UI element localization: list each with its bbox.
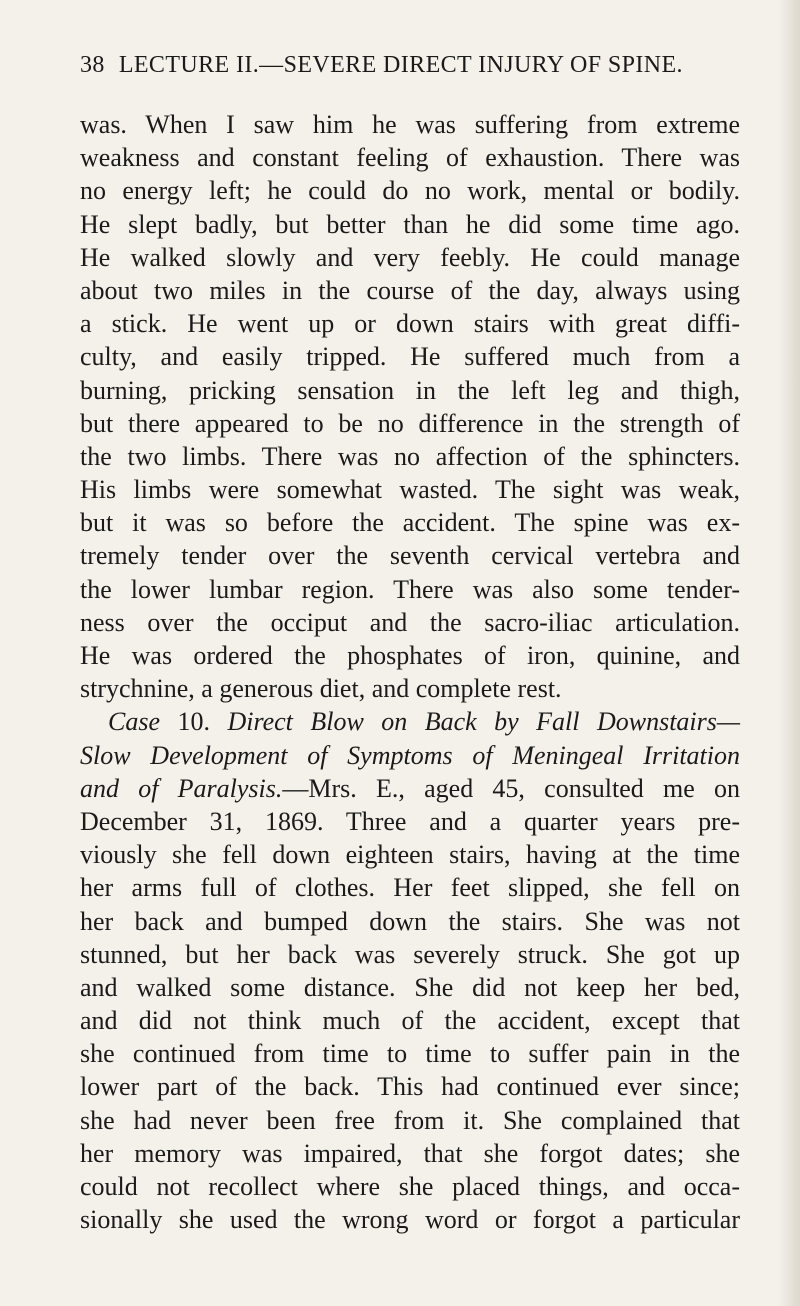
body-text — [80, 108, 740, 1236]
text-line: weakness and constant feeling of exhaustion. There was — [80, 143, 740, 173]
text-line: but there appeared to be no difference in the strength of — [80, 408, 740, 438]
text-line: and did not think much of the accident, except that — [80, 1006, 740, 1036]
text-line: her arms full of clothes. Her feet slipped, she fell on — [80, 873, 740, 903]
running-title: LECTURE II.—SEVERE DIRECT INJURY OF SPINE. — [118, 52, 683, 78]
text-line: ness over the occiput and the sacro-iliac articulation. — [80, 607, 740, 637]
text-line: He walked slowly and very feebly. He could manage — [80, 242, 740, 272]
text-line: a stick. He went up or down stairs with great diffi- — [80, 309, 740, 339]
text-line: her memory was impaired, that she forgot dates; she — [80, 1138, 740, 1168]
running-head — [80, 52, 720, 79]
text-line: could not recollect where she placed things, and occa- — [80, 1172, 740, 1201]
text-line: her back and bumped down the stairs. She was not — [80, 906, 740, 936]
text-line: viously she fell down eighteen stairs, having at the time — [80, 840, 740, 870]
text-line: He was ordered the phosphates of iron, quinine, and — [80, 641, 740, 670]
text-line: about two miles in the course of the day, always using — [80, 275, 740, 305]
case-heading-line-3 — [80, 772, 740, 805]
text-line: no energy left; he could do no work, mental or bodily. — [80, 176, 740, 206]
text-line: stunned, but her back was severely struck. She got up — [80, 939, 740, 969]
page-number: 38 — [80, 52, 105, 78]
text-line: His limbs were somewhat wasted. The sight was weak, — [80, 475, 740, 505]
text-line: the lower lumbar region. There was also some tender- — [80, 574, 740, 604]
case-number: 10. — [177, 707, 210, 737]
text-line: she had never been free from it. She complained that — [80, 1105, 740, 1135]
text-line: He slept badly, but better than he did some time ago. — [80, 209, 740, 239]
text-line: strychnine, a generous diet, and complete rest. — [80, 674, 562, 704]
case-intro: —Mrs. E., aged 45, consulted me on — [282, 773, 741, 803]
text-line: was. When I saw him he was suffering from extreme — [80, 110, 740, 139]
case-title-part-1: Direct Blow on Back by Fall Downstairs— — [227, 707, 740, 737]
text-line: she continued from time to time to suffer pain in the — [80, 1039, 740, 1069]
case-label: Case — [108, 707, 160, 737]
text-line: sionally she used the wrong word or forgot a particular — [80, 1205, 740, 1235]
text-line: but it was so before the accident. The spine was ex- — [80, 508, 740, 538]
case-heading-line-1 — [80, 705, 740, 738]
text-line: burning, pricking sensation in the left leg and thigh, — [80, 375, 740, 405]
text-line: and walked some distance. She did not keep her bed, — [80, 972, 740, 1002]
text-line: the two limbs. There was no affection of the sphincters. — [80, 441, 740, 471]
text-line: lower part of the back. This had continued ever since; — [80, 1072, 740, 1102]
case-heading-line-2 — [80, 739, 740, 772]
text-line: tremely tender over the seventh cervical vertebra and — [80, 541, 740, 571]
case-title-part-2: Slow Development of Symptoms of Meningeal Irritation — [80, 740, 740, 770]
case-title-part-3: and of Paralysis. — [80, 773, 283, 803]
page-edge-shadow — [778, 0, 800, 1306]
text-line: culty, and easily tripped. He suffered much from a — [80, 342, 740, 372]
text-line: December 31, 1869. Three and a quarter years pre- — [80, 806, 740, 836]
